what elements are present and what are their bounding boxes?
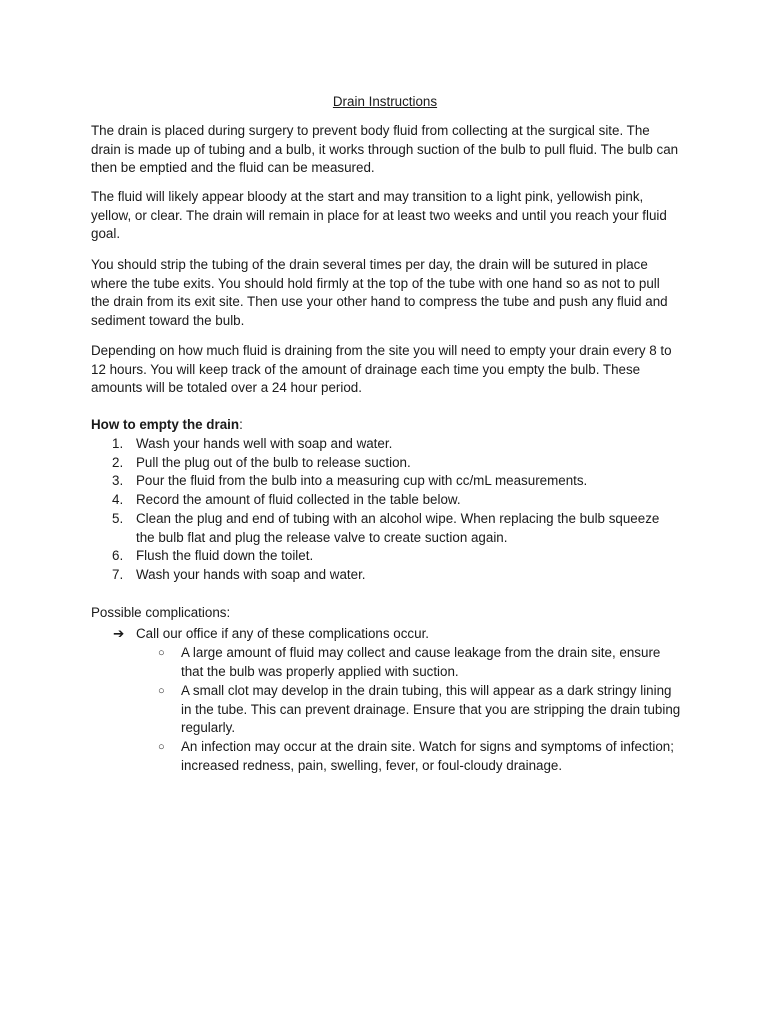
step-number: 6. [112,548,124,564]
step-number: 7. [112,566,124,582]
hollow-circle-bullet-icon: ○ [158,685,165,697]
step-text: Wash your hands with soap and water. [136,566,366,582]
fluid-appearance-paragraph: The fluid will likely appear bloody at the start and may transition to a light pink, yellowish pink, yellow, or clear. The drain will remain in place for at least two weeks and until you reach your fluid goal. [91,189,667,242]
complication-text: A small clot may develop in the drain tubing, this will appear as a dark stringy lining in the tube. This can prevent drainage. Ensure that you are stripping the drain tubing regularly. [181,683,681,736]
step-number: 1. [112,436,124,451]
list-item [91,491,681,510]
list-item [91,454,681,473]
hollow-circle-bullet-icon: ○ [158,741,165,753]
complication-item [158,738,681,775]
strip-tubing-paragraph: You should strip the tubing of the drain several times per day, the drain will be sutured in place where the tube exits. You should hold firmly at the top of the tube with one hand so as not to pull the drain from its exit site. Then use your other hand to compress the tube and push any fluid and sediment toward the bulb. [91,257,668,329]
empty-drain-heading-colon: : [239,417,243,432]
step-number: 5. [112,510,124,526]
step-text: Flush the fluid down the toilet. [136,548,314,564]
empty-drain-heading-text: How to empty the drain [91,417,240,432]
hollow-circle-bullet-icon: ○ [158,647,165,659]
complication-item [158,644,681,681]
complication-item [158,682,681,738]
list-item [91,566,681,585]
list-item [91,435,681,454]
step-number: 4. [112,492,124,508]
complication-text: A large amount of fluid may collect and cause leakage from the drain site, ensure that the bulb was properly applied with suction. [181,645,661,679]
call-office-text: Call our office if any of these complications occur. [136,626,430,641]
step-text: Clean the plug and end of tubing with an alcohol wipe. When replacing the bulb squeeze the bulb flat and plug the release valve to create suction again. [136,510,660,545]
complication-text: An infection may occur at the drain site. Watch for signs and symptoms of infection; increased redness, pain, swelling, fever, or foul-cloudy drainage. [181,739,674,773]
document-title: Drain Instructions [332,94,438,109]
arrow-right-icon: ➔ [113,626,125,641]
intro-paragraph: The drain is placed during surgery to prevent body fluid from collecting at the surgical site. The drain is made up of tubing and a bulb, it works through suction of the bulb to pull fluid. The bulb can then be emptied and the fluid can be measured. [91,123,679,176]
step-text: Wash your hands well with soap and water. [136,436,393,451]
list-item [91,472,681,491]
step-text: Pull the plug out of the bulb to release suction. [136,454,411,470]
list-item [91,547,681,566]
step-text: Pour the fluid from the bulb into a measuring cup with cc/mL measurements. [136,473,588,489]
list-item [91,510,681,547]
emptying-frequency-paragraph: Depending on how much fluid is draining from the site you will need to empty your drain every 8 to 12 hours. You will keep track of the amount of drainage each time you empty the bulb. These amounts will be totaled over a 24 hour period. [91,343,672,396]
empty-drain-heading [91,416,681,435]
step-text: Record the amount of fluid collected in the table below. [136,492,461,508]
empty-steps-list [91,435,681,585]
step-number: 3. [112,473,124,489]
step-number: 2. [112,454,124,470]
complications-heading: Possible complications: [91,605,231,620]
